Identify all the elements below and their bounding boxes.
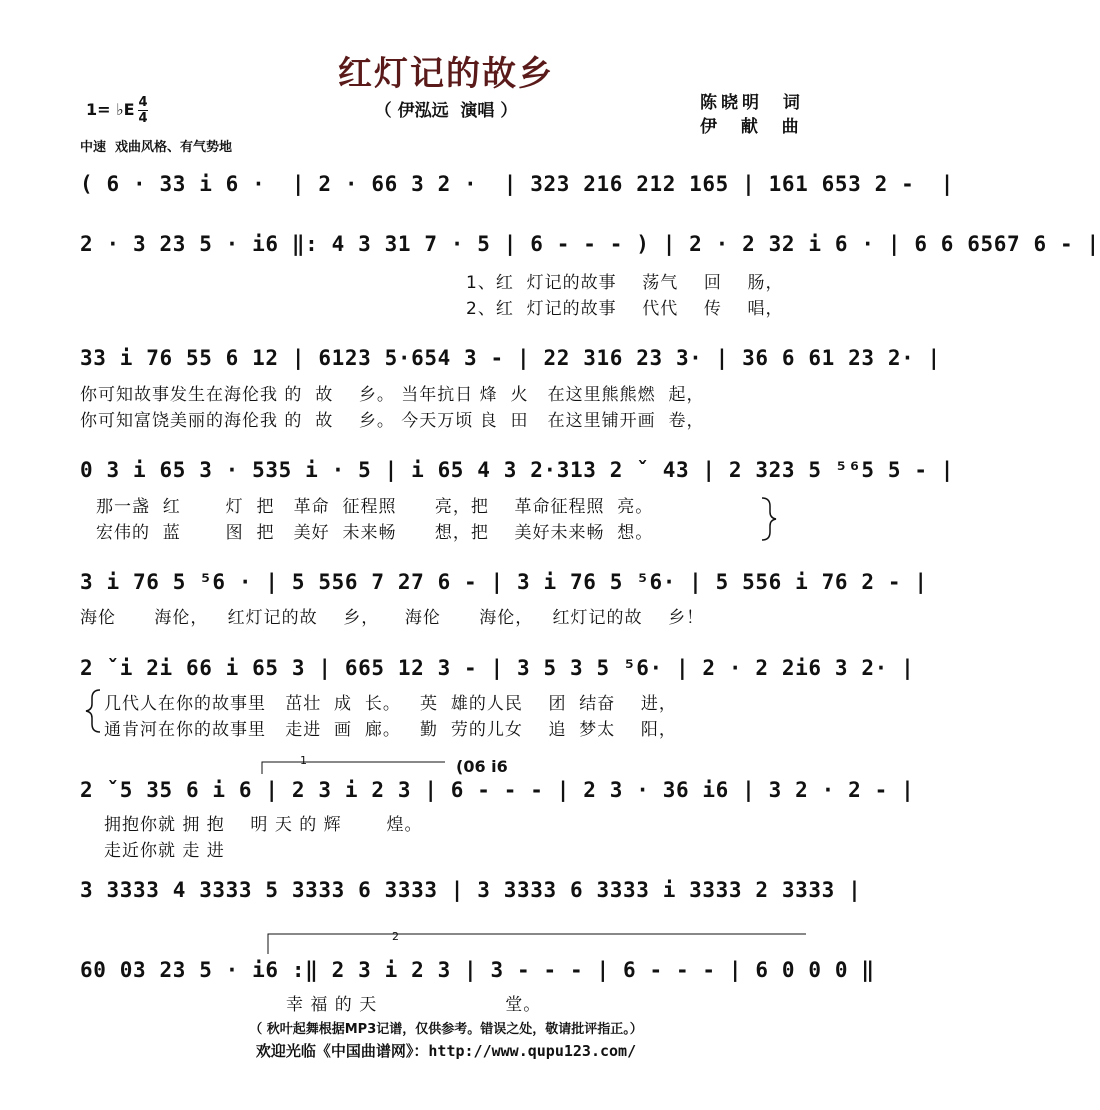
- notation-row-9: 60 03 23 5 · i6 :‖ 2 3 i 2 3 | 3 - - - | 6 - - - | 6 0 0 0 ‖: [80, 958, 875, 982]
- volta-first-bracket: [262, 762, 445, 774]
- notation-row-4: 0 3 i 65 3 · 535 i · 5 | i 65 4 3 2·313 2 ˇ 43 | 2 323 5 ⁵⁶5 5 - |: [80, 458, 955, 482]
- lyric-row-4-verse-1: 那一盏 红 灯 把 革命 征程照 亮，把 革命征程照 亮。: [96, 497, 654, 517]
- lyric-row-3-verse-2: 你可知富饶美丽的海伦我 的 故 乡。 今天万顷 良 田 在这里铺开画 卷，: [80, 411, 705, 431]
- verse-brace-left: [86, 690, 100, 732]
- time-signature-top: 4: [138, 95, 148, 110]
- notation-row-7: 2 ˇ5 35 6 i 6 | 2 3 i 2 3 | 6 - - - | 2 3 · 36 i6 | 3 2 · 2 - |: [80, 778, 915, 802]
- lyric-row-7-verse-1: 拥抱你就 拥 抱 明 天 的 辉 煌。: [104, 815, 423, 835]
- notation-row-2: 2 · 3 23 5 · i6 ‖: 4 3 31 7 · 5 | 6 - - - ) | 2 · 2 32 i 6 · | 6 6 6567 6 - |: [80, 232, 1100, 256]
- tempo-marking: 中速 戏曲风格、有气势地: [80, 140, 233, 155]
- transcription-note: （ 秋叶起舞根据MP3记谱，仅供参考。错误之处，敬请批评指正。）: [249, 1022, 643, 1037]
- bracketed-notes: (06 i6: [456, 757, 508, 776]
- volta-second-bracket: [268, 934, 806, 954]
- notation-row-1: ( 6 · 33 i 6 · | 2 · 66 3 2 · | 323 216 212 165 | 161 653 2 - |: [80, 172, 955, 196]
- notation-row-6: 2 ˇi 2i 66 i 65 3 | 665 12 3 - | 3 5 3 5 ⁵6· | 2 · 2 2i6 3 2· |: [80, 656, 915, 680]
- key-signature: 1= ♭E: [86, 100, 135, 119]
- notation-row-8: 3 3333 4 3333 5 3333 6 3333 | 3 3333 6 3333 i 3333 2 3333 |: [80, 878, 862, 902]
- notation-row-3: 33 i 76 55 6 12 | 6123 5·654 3 - | 22 316 23 3· | 36 6 61 23 2· |: [80, 346, 941, 370]
- lyric-row-6-verse-1: 几代人在你的故事里 茁壮 成 长。 英 雄的人民 团 结奋 进，: [104, 694, 677, 714]
- time-signature-bottom: 4: [138, 111, 148, 126]
- notation-row-5: 3 i 76 5 ⁵6 · | 5 556 7 27 6 - | 3 i 76 5 ⁵6· | 5 556 i 76 2 - |: [80, 570, 928, 594]
- song-title: 红灯记的故乡: [338, 54, 554, 94]
- lyric-row-5: 海伦 海伦， 红灯记的故 乡， 海伦 海伦， 红灯记的故 乡！: [80, 608, 705, 628]
- lyric-row-2-verse-2: 2、红 灯记的故事 代代 传 唱，: [466, 299, 784, 319]
- volta-first-label: 1: [300, 754, 307, 767]
- performer-credit: （ 伊泓远 演唱 ）: [374, 101, 518, 121]
- volta-second-label: 2: [392, 930, 399, 943]
- lyric-row-9: 幸 福 的 天 堂。: [286, 995, 542, 1015]
- composer-credit: 伊 献 曲: [700, 117, 803, 137]
- lyricist-credit: 陈晓明 词: [700, 93, 804, 113]
- lyric-row-4-verse-2: 宏伟的 蓝 图 把 美好 未来畅 想，把 美好未来畅 想。: [96, 523, 654, 543]
- verse-brace-right: [762, 498, 776, 540]
- lyric-row-7-verse-2: 走近你就 走 进: [104, 841, 225, 861]
- lyric-row-2-verse-1: 1、红 灯记的故事 荡气 回 肠，: [466, 273, 784, 293]
- website-credit: 欢迎光临《中国曲谱网》：http://www.qupu123.com/: [255, 1042, 637, 1060]
- lyric-row-6-verse-2: 通肯河在你的故事里 走进 画 廊。 勤 劳的儿女 追 梦太 阳，: [104, 720, 677, 740]
- lyric-row-3-verse-1: 你可知故事发生在海伦我 的 故 乡。 当年抗日 烽 火 在这里熊熊燃 起，: [80, 385, 705, 405]
